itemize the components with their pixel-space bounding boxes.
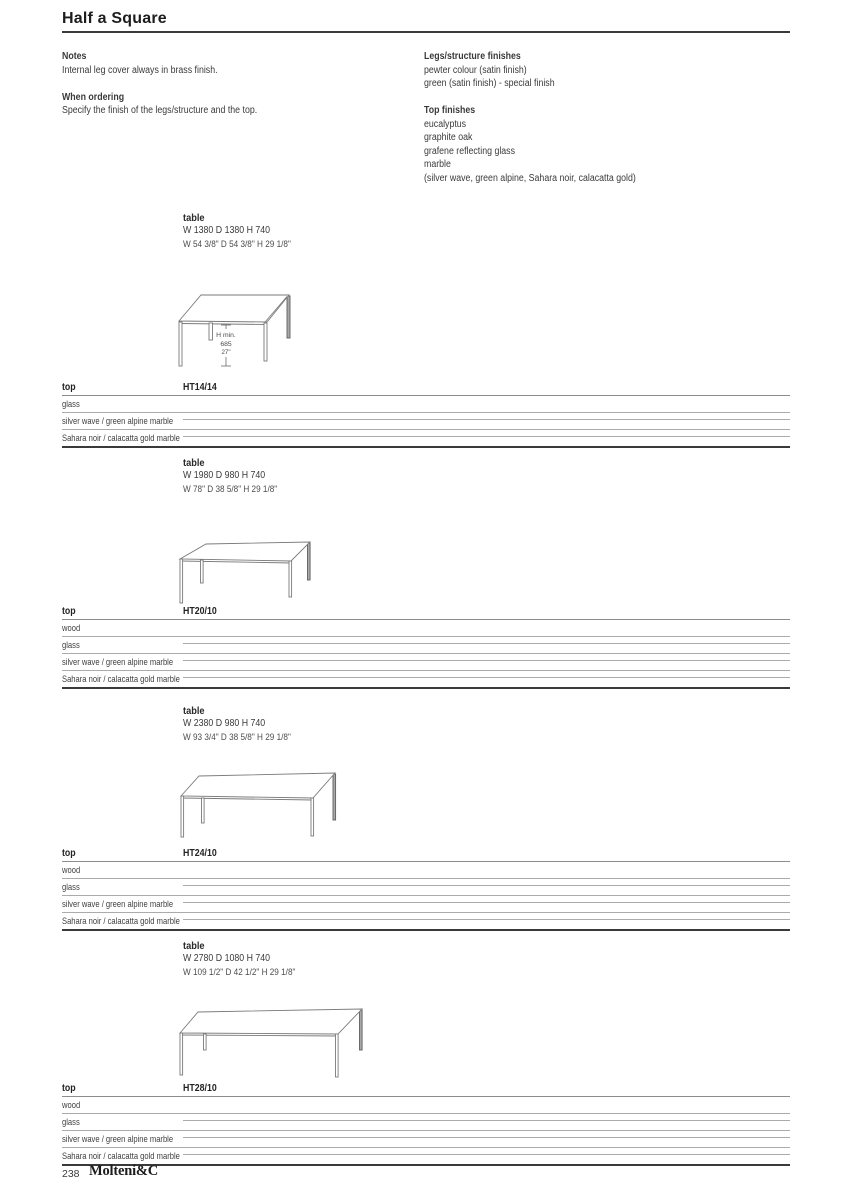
- finish-row: [62, 913, 790, 929]
- finish-label: silver wave / green alpine marble: [62, 1134, 174, 1145]
- table-leg-back-right: [360, 1010, 363, 1050]
- finish-row: [62, 637, 790, 654]
- product-section-ht28-10: [62, 940, 790, 1161]
- notes-body: Internal leg cover always in brass finish.: [62, 64, 218, 76]
- column-header-top: top: [62, 606, 76, 617]
- notes-column: [62, 50, 382, 118]
- table-leg-front-left: [179, 322, 182, 366]
- brand-logo: Molteni&C: [89, 1163, 159, 1179]
- finish-row: [62, 1114, 790, 1131]
- top-finish-item: grafene reflecting glass: [424, 145, 515, 157]
- product-section-ht14-14: [62, 212, 790, 444]
- table-drawing-square: [176, 292, 308, 386]
- finish-label: glass: [62, 882, 80, 893]
- column-header-top: top: [62, 382, 76, 393]
- dimensions-inches: W 54 3/8" D 54 3/8" H 29 1/8": [183, 239, 291, 249]
- top-finish-item: eucalyptus: [424, 118, 467, 130]
- notes-heading: Notes: [62, 51, 87, 62]
- dimensions-mm: W 2780 D 1080 H 740: [183, 953, 271, 964]
- ordering-body: Specify the finish of the legs/structure and the top.: [62, 105, 258, 116]
- tabletop: [181, 773, 335, 798]
- finish-row: [62, 654, 790, 671]
- finish-row: [62, 1148, 790, 1164]
- price-line: [183, 1154, 790, 1155]
- finish-table-header: [62, 848, 790, 862]
- finish-row: [62, 620, 790, 637]
- price-line: [183, 660, 790, 661]
- model-code: HT20/10: [183, 606, 217, 617]
- finish-row: [62, 1097, 790, 1114]
- height-min-label: H min.: [216, 332, 236, 339]
- height-min-mm: 685: [220, 341, 232, 348]
- finish-table: [62, 606, 790, 689]
- finish-label: wood: [62, 1100, 81, 1111]
- model-code: HT24/10: [183, 848, 217, 859]
- finish-label: silver wave / green alpine marble: [62, 657, 174, 668]
- table-leg-back-right: [308, 543, 311, 580]
- column-header-top: top: [62, 848, 76, 859]
- model-code: HT14/14: [183, 382, 217, 393]
- finish-label: glass: [62, 399, 80, 410]
- column-header-top: top: [62, 1083, 76, 1094]
- height-min-inches: 27": [221, 349, 231, 356]
- table-drawing-rect: [176, 538, 318, 608]
- finish-label: glass: [62, 640, 80, 651]
- top-finish-item: marble: [424, 159, 451, 170]
- finish-row: [62, 671, 790, 687]
- price-line: [183, 677, 790, 678]
- tabletop-edge: [181, 561, 291, 563]
- finishes-column: [424, 50, 784, 185]
- price-line: [183, 885, 790, 886]
- table-leg-back-right: [333, 774, 336, 820]
- table-leg-front-right: [336, 1034, 339, 1077]
- finish-table: [62, 1083, 790, 1166]
- price-line: [183, 1137, 790, 1138]
- dimensions-inches: W 93 3/4" D 38 5/8" H 29 1/8": [183, 732, 291, 742]
- legs-finish-item: pewter colour (satin finish): [424, 64, 527, 76]
- product-type-label: table: [183, 705, 205, 717]
- table-leg-back-left: [202, 798, 205, 823]
- finish-row: [62, 396, 790, 413]
- finish-table: [62, 848, 790, 931]
- product-type-label: table: [183, 212, 205, 224]
- product-section-ht24-10: [62, 705, 790, 927]
- finish-row: [62, 879, 790, 896]
- top-finish-item: graphite oak: [424, 132, 473, 143]
- finish-label: Sahara noir / calacatta gold marble: [62, 674, 180, 685]
- finish-row: [62, 413, 790, 430]
- table-leg-front-right: [311, 798, 314, 836]
- page-number: 238: [62, 1168, 80, 1180]
- finish-label: glass: [62, 1117, 80, 1128]
- dimensions-mm: W 1980 D 980 H 740: [183, 470, 266, 481]
- finish-row: [62, 430, 790, 446]
- finish-table-header: [62, 606, 790, 620]
- table-leg-back-left: [201, 560, 204, 583]
- legs-finishes-heading: Legs/structure finishes: [424, 51, 521, 62]
- price-line: [183, 436, 790, 437]
- table-leg-front-right: [289, 561, 292, 597]
- product-section-ht20-10: [62, 457, 790, 685]
- top-finishes-heading: Top finishes: [424, 105, 476, 116]
- dimensions-mm: W 1380 D 1380 H 740: [183, 225, 271, 236]
- top-finish-item: (silver wave, green alpine, Sahara noir, calacatta gold): [424, 172, 636, 184]
- table-leg-front-right: [264, 323, 267, 361]
- table-drawing-rect: [177, 1007, 369, 1085]
- dimensions-inches: W 109 1/2" D 42 1/2" H 29 1/8": [183, 967, 296, 977]
- dimensions-inches: W 78" D 38 5/8" H 29 1/8": [183, 484, 278, 494]
- table-leg-front-left: [180, 1033, 183, 1075]
- tabletop-edge: [180, 324, 267, 325]
- table-leg-front-left: [181, 796, 184, 837]
- page-title: Half a Square: [62, 10, 167, 27]
- price-line: [183, 1120, 790, 1121]
- dimensions-mm: W 2380 D 980 H 740: [183, 718, 266, 729]
- product-type-label: table: [183, 457, 205, 469]
- finish-table-header: [62, 1083, 790, 1097]
- table-drawing-rect: [177, 768, 345, 846]
- finish-label: Sahara noir / calacatta gold marble: [62, 916, 180, 927]
- ordering-heading: When ordering: [62, 91, 125, 103]
- finish-label: wood: [62, 865, 81, 876]
- table-leg-back-right: [287, 296, 290, 338]
- table-leg-front-left: [180, 559, 183, 603]
- finish-label: Sahara noir / calacatta gold marble: [62, 1151, 180, 1162]
- table-leg-back-left: [204, 1034, 207, 1050]
- finish-table-header: [62, 382, 790, 396]
- tabletop: [180, 1009, 362, 1034]
- tabletop: [180, 542, 310, 561]
- title-rule: [62, 31, 790, 33]
- table-leg-inner: [209, 323, 213, 340]
- model-code: HT28/10: [183, 1083, 217, 1094]
- finish-label: wood: [62, 623, 81, 634]
- legs-finish-item: green (satin finish) - special finish: [424, 78, 555, 89]
- finish-label: Sahara noir / calacatta gold marble: [62, 433, 180, 444]
- price-line: [183, 643, 790, 644]
- finish-label: silver wave / green alpine marble: [62, 416, 174, 427]
- finish-row: [62, 862, 790, 879]
- price-line: [183, 419, 790, 420]
- finish-label: silver wave / green alpine marble: [62, 899, 174, 910]
- product-type-label: table: [183, 940, 205, 952]
- finish-row: [62, 1131, 790, 1148]
- finish-table: [62, 382, 790, 448]
- finish-row: [62, 896, 790, 913]
- price-line: [183, 902, 790, 903]
- price-line: [183, 919, 790, 920]
- tabletop: [179, 295, 289, 322]
